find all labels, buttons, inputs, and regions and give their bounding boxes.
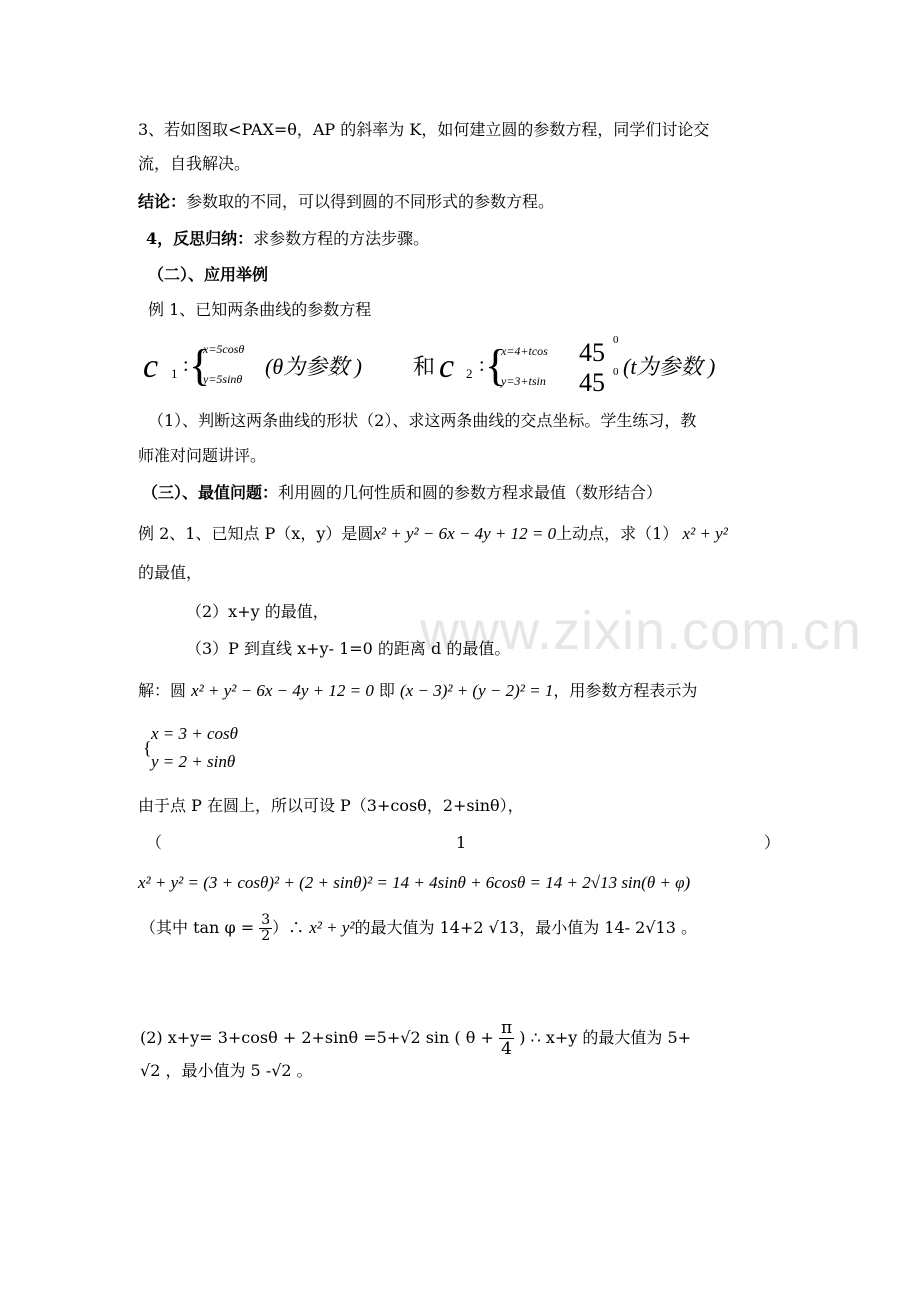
c2-brace: { [485, 341, 507, 390]
conclusion-text: 参数取的不同，可以得到圆的不同形式的参数方程。 [186, 192, 555, 211]
tan-denominator: 2 [261, 928, 271, 944]
example-1-task-line2: 师准对问题讲评。 [138, 446, 267, 465]
paren-open: （ [146, 833, 163, 852]
example-1-title: 例 1、已知两条曲线的参数方程 [148, 300, 372, 319]
pi-fraction [499, 1018, 514, 1059]
para-question-3-line2: 流，自我解决。 [138, 154, 251, 173]
example-2-part-3: （3）P 到直线 x+y- 1=0 的距离 d 的最值。 [186, 639, 511, 658]
c1-param-note: (θ为参数 ) [265, 354, 362, 379]
solution-expansion: x² + y² = (3 + cosθ)² + (2 + sinθ)² = 14 + 4sinθ + 6cosθ = 14 + 2√13 sin(θ + φ) [138, 873, 691, 892]
c2-param-note: (t为参数 ) [623, 354, 716, 379]
example-2-line1 [138, 523, 728, 545]
c2-subscript: 2 [466, 366, 473, 381]
c1-subscript: 1 [171, 366, 178, 381]
c2-eq-x: x=4+tcos [501, 344, 548, 358]
c1-eq-x: x=5cosθ [203, 342, 245, 356]
para-question-3-line1: 3、若如图取<PAX=θ，AP 的斜率为 K，如何建立圆的参数方程，同学们讨论交 [138, 120, 710, 139]
and-word: 和 [413, 354, 436, 379]
end-period: 。 [675, 918, 697, 937]
c2-angle-x: 45 [579, 338, 605, 367]
pi-numerator: π [500, 1018, 513, 1038]
min-label: ，最小值为 [519, 918, 605, 937]
solution-point-line: 由于点 P 在圆上，所以可设 P（3+cosθ，2+sinθ）， [138, 796, 524, 815]
section-3-line [142, 482, 662, 504]
solution-circle-eq: x² + y² − 6x − 4y + 12 = 0 [191, 681, 374, 700]
part-number-1: 1 [456, 833, 467, 852]
pi-denominator: 4 [501, 1039, 512, 1059]
tan-fraction [259, 913, 272, 944]
solution-y-eq: y = 2 + sinθ [151, 752, 236, 771]
example-1-task-line1: （1）、判断这两条曲线的形状（2）、求这两条曲线的交点坐标。学生练习，教 [148, 411, 697, 430]
watermark: www.zixin.com.cn [420, 601, 863, 661]
c1-colon: : [183, 354, 189, 376]
solution-line1 [138, 680, 697, 702]
solution-x-eq: x = 3 + cosθ [151, 724, 239, 743]
ex2-target-1: x² + y² [678, 524, 728, 543]
part2-right: ) ∴ x+y 的最大值为 5+ [514, 1028, 692, 1047]
c1-symbol: c [143, 348, 159, 385]
reflect-line [146, 228, 429, 250]
ex2-circle-equation: x² + y² − 6x − 4y + 12 = 0 [373, 524, 557, 543]
c2-symbol: c [439, 348, 455, 385]
solution-tail: ，用参数方程表示为 [553, 681, 698, 700]
solution-standard-eq: (x − 3)² + (y − 2)² = 1 [400, 681, 554, 700]
c2-angle-y: 45 [579, 368, 605, 397]
c2-eq-y: y=3+tsin [501, 374, 546, 388]
c2-colon: : [479, 354, 485, 376]
conclusion-line [138, 191, 554, 213]
reflect-text: 求参数方程的方法步骤。 [253, 229, 430, 248]
c1-brace: { [189, 341, 211, 390]
min-value: 14- 2√13 [604, 918, 676, 937]
solution-prefix: 解：圆 [138, 681, 192, 700]
section-2-heading: （二）、应用举例 [148, 265, 269, 284]
section-3-heading: （三）、最值问题： [142, 483, 279, 502]
solution-tan-line [140, 913, 697, 944]
c1-eq-y: y=5sinθ [203, 372, 243, 386]
max-expression: x² + y² [309, 918, 355, 937]
example-1-equations [143, 334, 783, 397]
max-label: 的最大值为 [354, 918, 440, 937]
reflect-label: 4，反思归纳： [146, 229, 254, 248]
c2-degree-y: 0 [613, 366, 619, 378]
tan-numerator: 3 [261, 912, 271, 928]
section-3-text: 利用圆的几何性质和圆的参数方程求最值（数形结合） [278, 483, 663, 502]
paren-close: ） [764, 833, 781, 852]
ex2-prefix: 例 2、1、已知点 P（x，y）是圆 [138, 524, 374, 543]
solution-ji: 即 [373, 681, 401, 700]
tan-prefix: （其中 tan φ = [140, 918, 260, 937]
part-2-solution-line1 [140, 1018, 691, 1059]
part-2-solution-line2: √2 ，最小值为 5 -√2 。 [140, 1061, 313, 1080]
c2-degree-x: 0 [613, 334, 619, 346]
part2-left: (2) x+y= 3+cosθ + 2+sinθ =5+√2 sin ( θ + [140, 1028, 499, 1047]
max-value: 14+2 √13 [439, 918, 520, 937]
example-2-part-2: （2）x+y 的最值， [186, 602, 329, 621]
conclusion-label: 结论： [138, 192, 187, 211]
tan-close: ）∴ [272, 918, 310, 937]
ex2-mid: 上动点，求（1） [556, 524, 679, 543]
example-2-line2: 的最值， [138, 563, 203, 582]
solution-brace: { [143, 738, 152, 758]
solution-param-system [143, 722, 343, 778]
